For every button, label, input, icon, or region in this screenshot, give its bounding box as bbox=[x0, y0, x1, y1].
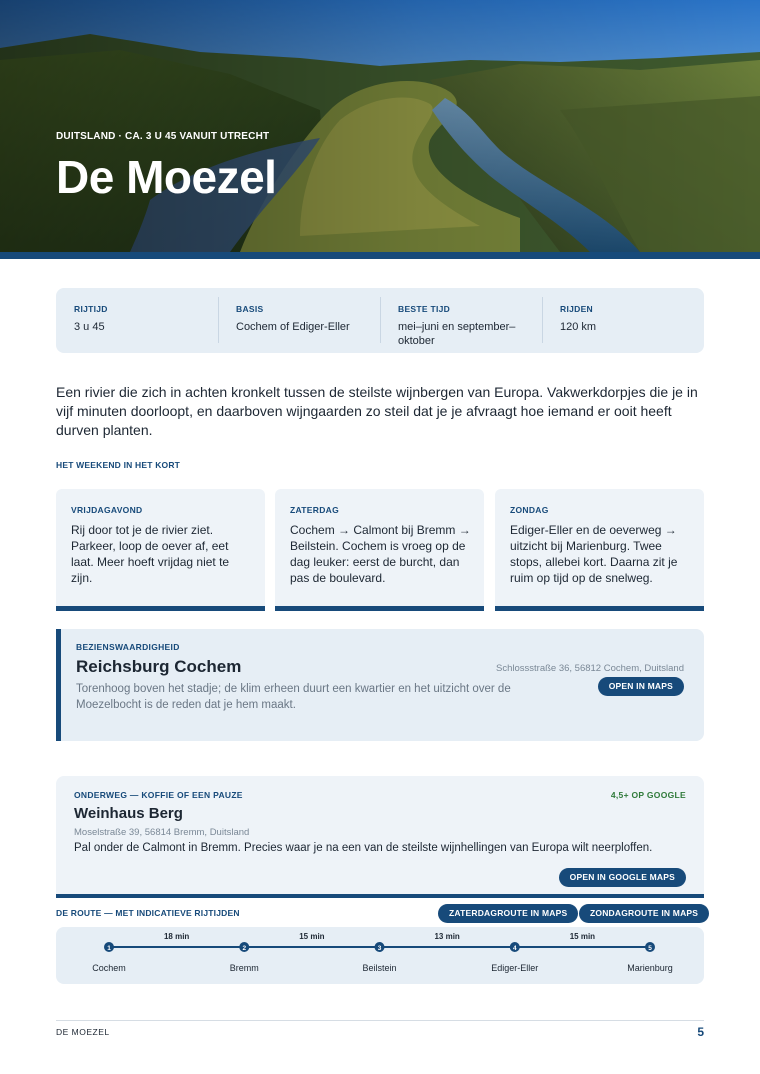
day-label: ZONDAG bbox=[510, 505, 549, 515]
day-text: Ediger-Eller en de oeverweg → uitzicht bij Marienburg. Twee stops, allebei kort. Daarna zit je ruim op tijd op de snelweg. bbox=[510, 523, 678, 585]
footer-divider bbox=[56, 1020, 704, 1021]
day-card-saturday bbox=[275, 489, 484, 611]
hero-kicker: DUITSLAND · CA. 3 U 45 VANUIT UTRECHT bbox=[56, 131, 270, 142]
route-stop-name: Marienburg bbox=[627, 963, 673, 973]
coffee-stop-card bbox=[56, 776, 704, 898]
stop-label: ONDERWEG — KOFFIE OF EEN PAUZE bbox=[74, 790, 243, 800]
sunday-route-button[interactable]: ZONDAGROUTE IN MAPS bbox=[579, 904, 709, 923]
route-stop-name: Bremm bbox=[229, 963, 259, 973]
route-leg-time: 13 min bbox=[434, 932, 460, 941]
moselle-landscape-photo bbox=[0, 0, 760, 252]
day-label: ZATERDAG bbox=[290, 505, 339, 515]
key-facts-panel bbox=[56, 288, 704, 353]
route-stop-number: 1 bbox=[107, 944, 111, 952]
route-leg-time: 15 min bbox=[299, 932, 325, 941]
attraction-description: Torenhoog boven het stadje; de klim erheen duurt een kwartier en het uitzicht over de Moezelbocht is de reden dat je hem maakt. bbox=[76, 683, 511, 711]
route-leg-time: 15 min bbox=[569, 932, 596, 941]
route-stop-number: 2 bbox=[242, 944, 247, 952]
route-stop-number: 5 bbox=[648, 944, 652, 952]
route-stop-name: Cochem bbox=[92, 963, 126, 973]
day-card-sunday bbox=[495, 489, 704, 611]
fact-driving-time bbox=[56, 288, 218, 353]
intro-paragraph: Een rivier die zich in achten kronkelt tussen de steilste wijnbergen van Europa. Vakwerkdorpjes die je in vijf minuten doorloopt, en daarboven wijngaarden zo steil dat je je afvraagt hoe iemand er ooit heeft durven planten. bbox=[56, 384, 698, 438]
rating-badge: 4,5+ OP GOOGLE bbox=[610, 790, 686, 800]
route-stop-name: Beilstein bbox=[362, 963, 397, 973]
fact-label: RIJDEN bbox=[560, 304, 593, 314]
stop-address: Moselstraße 39, 56814 Bremm, Duitsland bbox=[74, 827, 250, 838]
route-leg-time: 18 min bbox=[163, 932, 190, 941]
fact-label: RIJTIJD bbox=[74, 304, 108, 314]
page-title: De Moezel bbox=[56, 151, 277, 203]
route-stop-number: 4 bbox=[512, 944, 517, 952]
route-stop-number: 3 bbox=[377, 944, 382, 952]
fact-value: mei–juni en september–oktober bbox=[398, 321, 516, 347]
footer-section-title: DE MOEZEL bbox=[56, 1027, 110, 1037]
day-text: Rij door tot je de rivier ziet. Parkeer, loop de oever af, eet laat. Meer hoeft vrijdag niet te zijn. bbox=[71, 523, 230, 585]
fact-label: BASIS bbox=[236, 304, 264, 314]
route-timeline bbox=[56, 927, 704, 984]
attraction-title: Reichsburg Cochem bbox=[76, 657, 242, 676]
route-heading: DE ROUTE — MET INDICATIEVE RIJTIJDEN bbox=[56, 908, 240, 918]
hero-accent-bar bbox=[0, 252, 760, 259]
page-number: 5 bbox=[697, 1025, 704, 1039]
day-text: Cochem → Calmont bij Bremm → Beilstein. Cochem is vroeg op de dag leuker: eerst de burcht, dan pas de boulevard. bbox=[290, 523, 471, 585]
open-in-maps-button[interactable]: OPEN IN MAPS bbox=[598, 677, 684, 696]
route-stop-name: Ediger-Eller bbox=[491, 963, 539, 973]
fact-label: BESTE TIJD bbox=[398, 304, 451, 314]
fact-value: 120 km bbox=[560, 321, 597, 333]
attraction-card bbox=[56, 629, 704, 741]
saturday-route-button[interactable]: ZATERDAGROUTE IN MAPS bbox=[438, 904, 578, 923]
weekend-heading: HET WEEKEND IN HET KORT bbox=[56, 460, 181, 470]
fact-distance bbox=[542, 288, 704, 353]
fact-value: Cochem of Ediger-Eller bbox=[236, 321, 350, 333]
fact-best-time bbox=[380, 288, 542, 353]
stop-title: Weinhaus Berg bbox=[74, 805, 183, 822]
day-card-friday bbox=[56, 489, 265, 611]
attraction-address: Schlossstraße 36, 56812 Cochem, Duitsland bbox=[496, 663, 684, 674]
day-label: VRIJDAGAVOND bbox=[71, 505, 143, 515]
stop-description: Pal onder de Calmont in Bremm. Precies waar je na een van de steilste wijnhellingen van Europa wilt neerploffen. bbox=[74, 842, 653, 854]
route-timeline-graphic bbox=[56, 927, 704, 984]
hero-image bbox=[0, 0, 760, 252]
open-in-google-maps-button[interactable]: OPEN IN GOOGLE MAPS bbox=[559, 868, 686, 887]
fact-base bbox=[218, 288, 380, 353]
attraction-label: BEZIENSWAARDIGHEID bbox=[76, 642, 180, 652]
fact-value: 3 u 45 bbox=[74, 321, 105, 333]
